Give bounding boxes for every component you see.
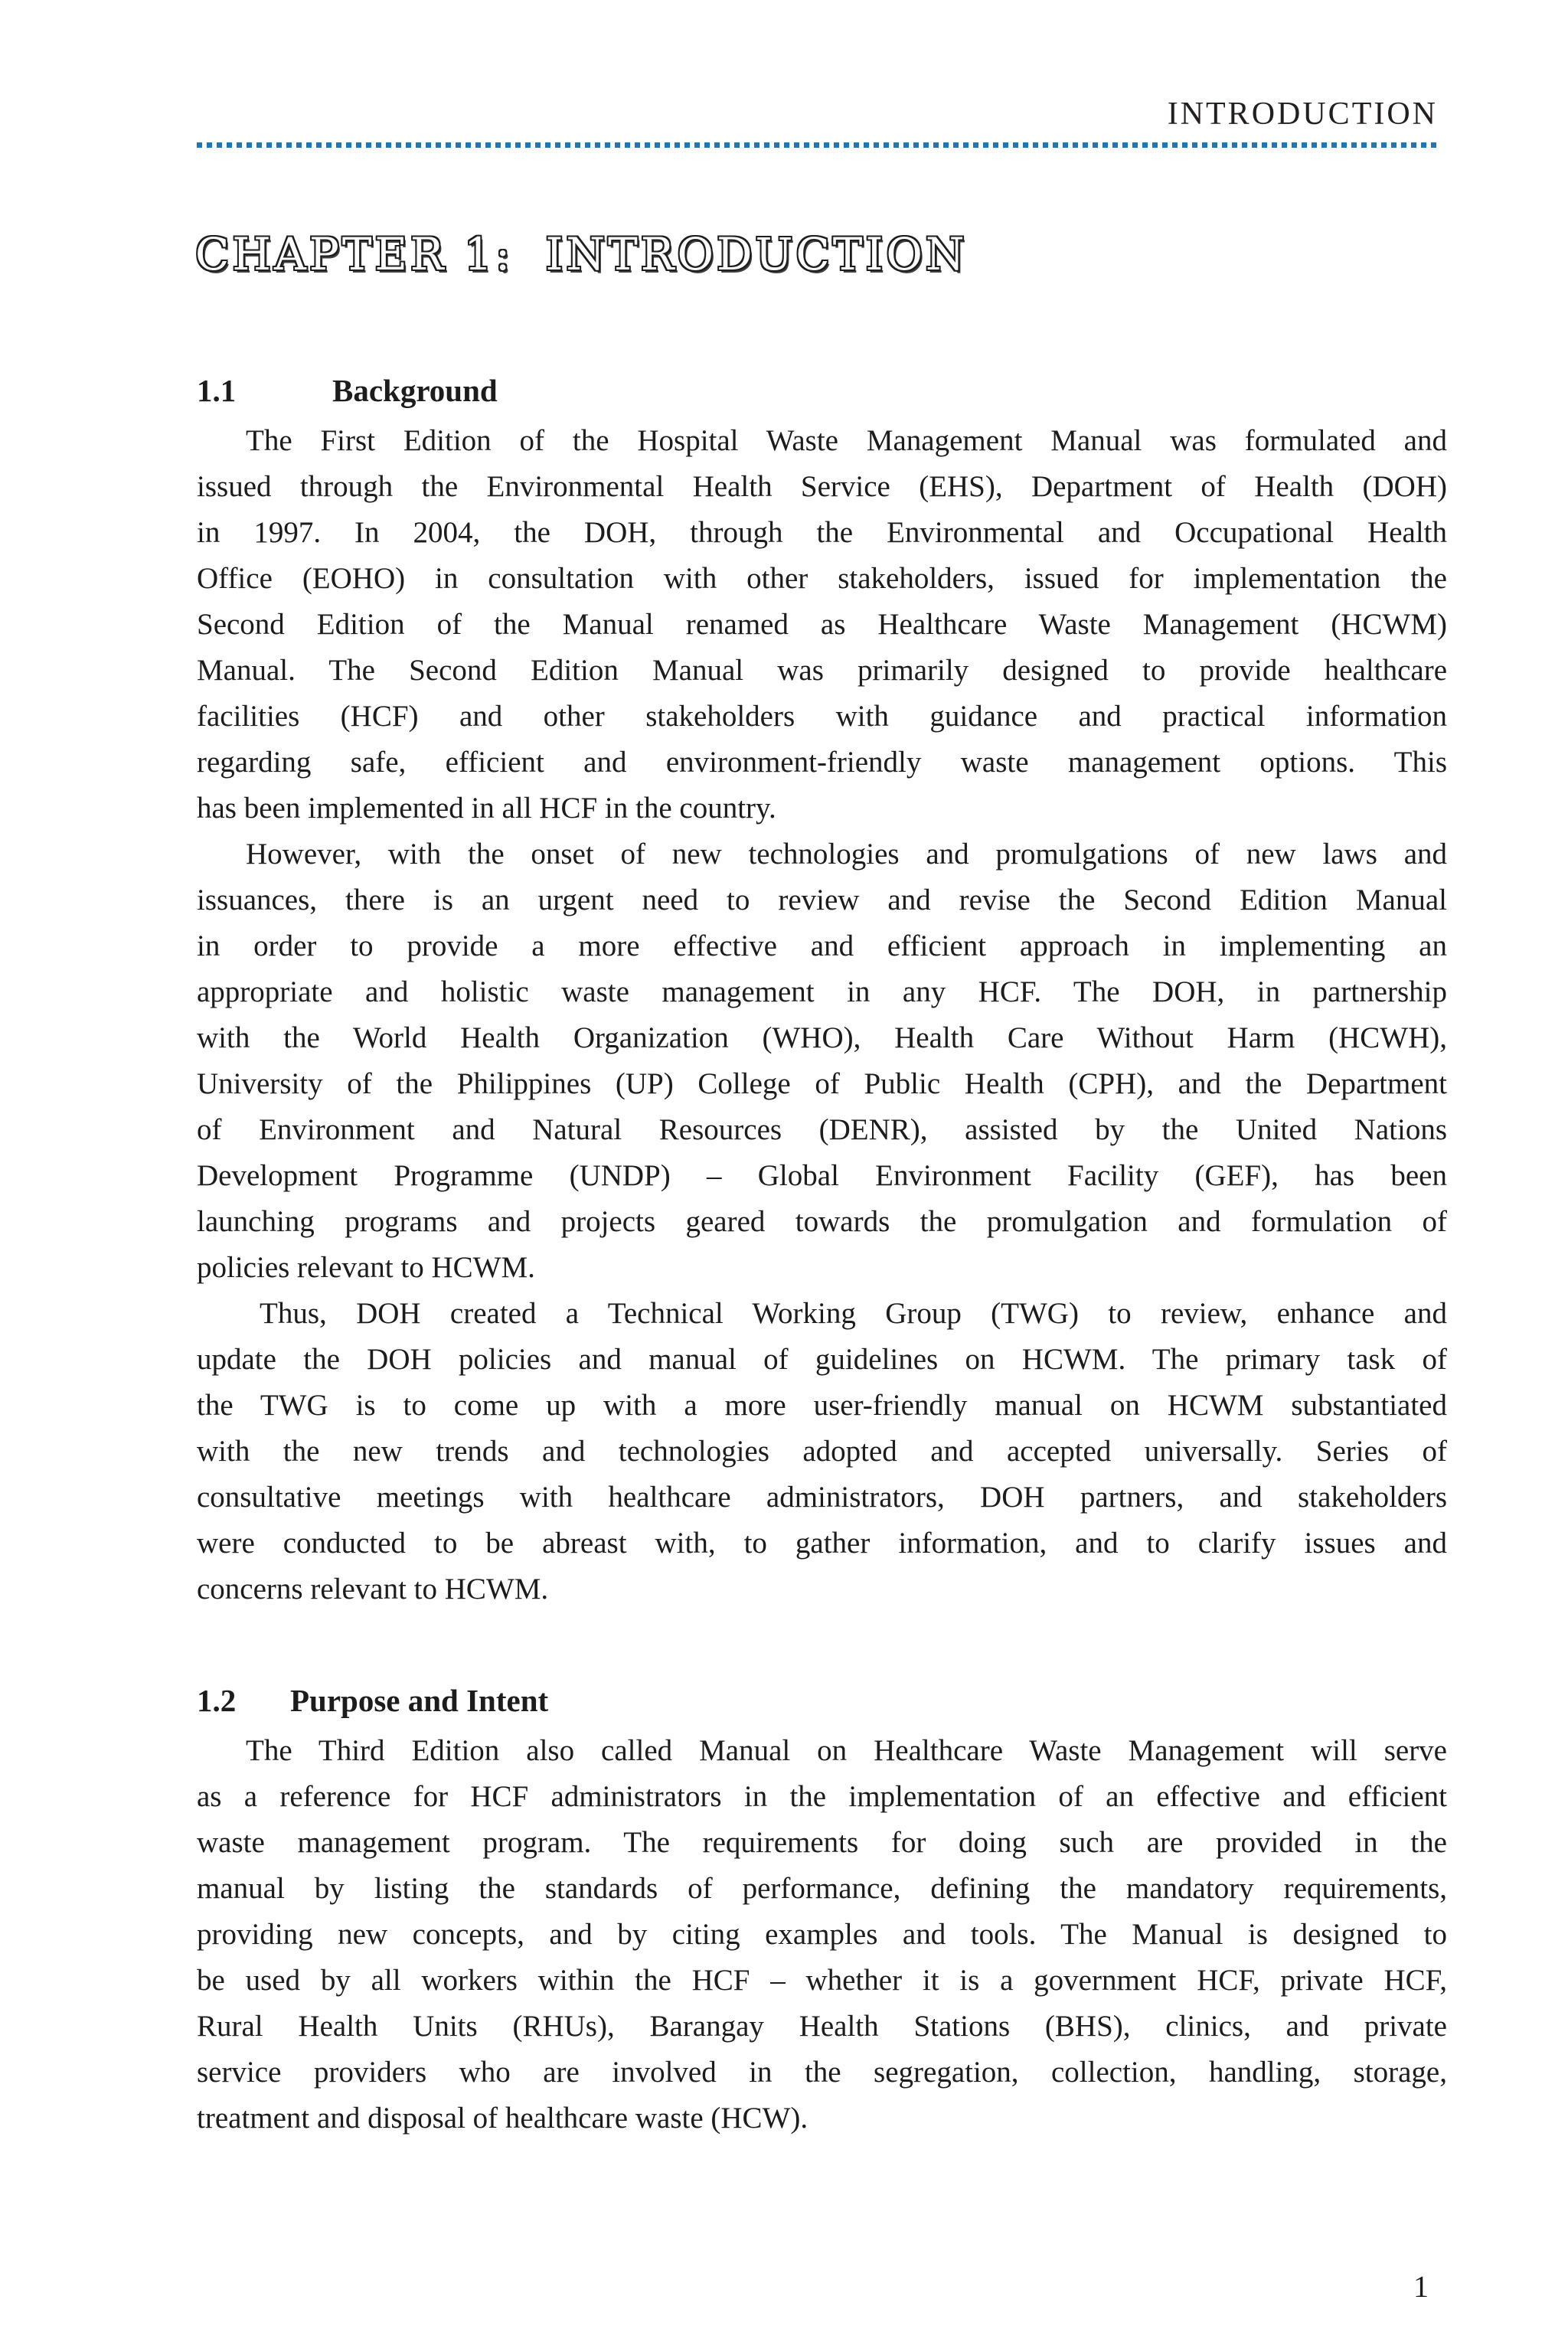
text-line: manual by listing the standards of performance, defining the mandatory requirements, [197, 1872, 1447, 1905]
paragraph [197, 1291, 1447, 1612]
section [197, 368, 1447, 1612]
text-line: has been implemented in all HCF in the country. [197, 792, 776, 825]
paragraph [197, 831, 1447, 1291]
document-body [197, 368, 1447, 2141]
text-line: in 1997. In 2004, the DOH, through the Environmental and Occupational Health [197, 516, 1447, 549]
section [197, 1677, 1447, 2141]
text-line: Thus, DOH created a Technical Working Group (TWG) to review, enhance and [260, 1297, 1447, 1330]
section-number: 1.2 [197, 1683, 237, 1718]
page-header [0, 96, 1568, 148]
text-line: However, with the onset of new technologies and promulgations of new laws and [246, 838, 1447, 871]
text-line: providing new concepts, and by citing examples and tools. The Manual is designed to [197, 1918, 1447, 1951]
text-line: update the DOH policies and manual of guidelines on HCWM. The primary task of [197, 1343, 1447, 1376]
text-line: concerns relevant to HCWM. [197, 1573, 549, 1606]
section-title: Background [332, 373, 498, 408]
chapter-label: CHAPTER 1: [195, 228, 514, 280]
text-line: regarding safe, efficient and environment-friendly waste management options. This [197, 746, 1447, 779]
text-line: waste management program. The requirements for doing such are provided in the [197, 1826, 1447, 1859]
text-line: treatment and disposal of healthcare waste (HCW). [197, 2102, 808, 2135]
text-line: in order to provide a more effective and efficient approach in implementing an [197, 929, 1447, 962]
text-line: appropriate and holistic waste management in any HCF. The DOH, in partnership [197, 975, 1447, 1008]
text-line: consultative meetings with healthcare administrators, DOH partners, and stakeholders [197, 1481, 1447, 1514]
text-line: issued through the Environmental Health Service (EHS), Department of Health (DOH) [197, 470, 1447, 503]
section-number: 1.1 [197, 373, 237, 408]
text-line: of Environment and Natural Resources (DENR), assisted by the United Nations [197, 1113, 1447, 1146]
text-line: University of the Philippines (UP) College of Public Health (CPH), and the Department [197, 1067, 1447, 1100]
text-line: launching programs and projects geared towards the promulgation and formulation of [197, 1205, 1447, 1238]
text-line: the TWG is to come up with a more user-friendly manual on HCWM substantiated [197, 1389, 1447, 1422]
text-line: The First Edition of the Hospital Waste Management Manual was formulated and [246, 424, 1447, 457]
page-number: 1 [1413, 2269, 1429, 2304]
text-line: with the new trends and technologies adopted and accepted universally. Series of [197, 1435, 1447, 1468]
text-line: issuances, there is an urgent need to review and revise the Second Edition Manual [197, 884, 1447, 916]
text-line: facilities (HCF) and other stakeholders with guidance and practical information [197, 700, 1447, 733]
paragraph [197, 1728, 1447, 2141]
text-line: service providers who are involved in the segregation, collection, handling, storage, [197, 2056, 1447, 2089]
text-line: Rural Health Units (RHUs), Barangay Health Stations (BHS), clinics, and private [197, 2010, 1447, 2043]
running-header: INTRODUCTION [1167, 96, 1438, 132]
paragraph [197, 418, 1447, 831]
section-title: Purpose and Intent [290, 1683, 549, 1718]
text-line: policies relevant to HCWM. [197, 1251, 535, 1284]
text-line: Office (EOHO) in consultation with other stakeholders, issued for implementation the [197, 562, 1447, 595]
text-line: be used by all workers within the HCF – whether it is a government HCF, private HCF, [197, 1964, 1447, 1997]
text-line: Manual. The Second Edition Manual was primarily designed to provide healthcare [197, 654, 1447, 687]
text-line: were conducted to be abreast with, to gather information, and to clarify issues and [197, 1527, 1447, 1560]
section-heading [197, 368, 1447, 413]
section-heading [197, 1677, 1447, 1723]
text-line: Development Programme (UNDP) – Global Environment Facility (GEF), has been [197, 1159, 1447, 1192]
text-line: Second Edition of the Manual renamed as Healthcare Waste Management (HCWM) [197, 608, 1447, 641]
chapter-title-text: INTRODUCTION [545, 228, 968, 280]
dotted-rule [197, 142, 1438, 148]
text-line: with the World Health Organization (WHO), Health Care Without Harm (HCWH), [197, 1021, 1447, 1054]
text-line: The Third Edition also called Manual on Healthcare Waste Management will serve [246, 1734, 1447, 1767]
text-line: as a reference for HCF administrators in the implementation of an effective and efficient [197, 1780, 1447, 1813]
chapter-title [195, 227, 1438, 282]
